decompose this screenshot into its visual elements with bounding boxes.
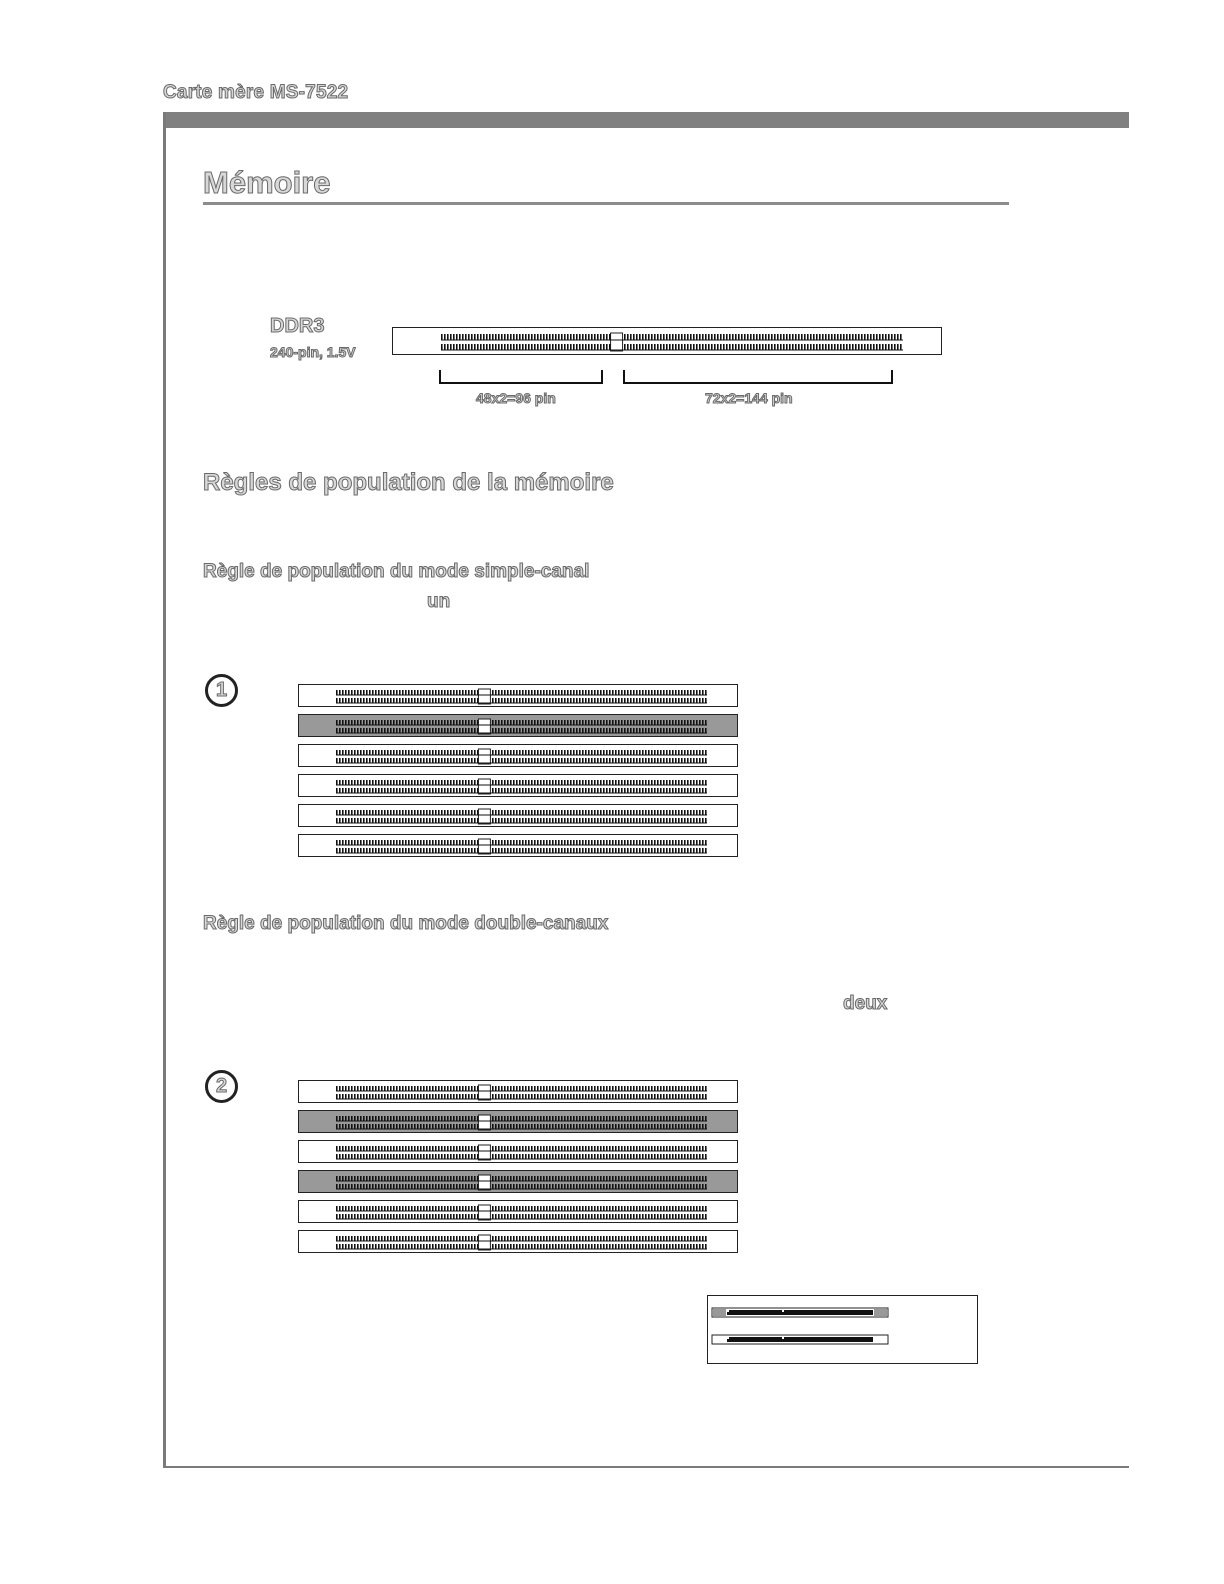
running-header: Carte mère MS-7522 (163, 82, 349, 103)
population-rules-title: Règles de population de la mémoire (203, 469, 614, 496)
slot-pins-graphic (299, 835, 739, 858)
legend-empty-symbol (712, 1335, 888, 1344)
dimm-slot-empty (298, 684, 738, 707)
dimm-slot-empty (298, 804, 738, 827)
slot-pins-graphic (299, 1201, 739, 1224)
ddr3-label: DDR3 (270, 315, 325, 337)
slot-pins-graphic (299, 1231, 739, 1254)
step-1-badge: 1 (205, 674, 238, 707)
slot-pins-graphic (299, 745, 739, 768)
title-underline (203, 202, 1009, 205)
step-2-badge: 2 (205, 1070, 238, 1103)
single-channel-emphasis: un (427, 591, 451, 612)
dimm-slot-installed (298, 714, 738, 737)
legend-installed-symbol (712, 1308, 888, 1317)
slot-pins-graphic (299, 775, 739, 798)
pin-bracket-left (439, 370, 603, 384)
slot-pins-graphic (299, 715, 739, 738)
pin-count-left: 48x2=96 pin (476, 390, 556, 406)
dimm-slot-installed (298, 1110, 738, 1133)
slot-pins-graphic (299, 1111, 739, 1134)
dimm-slot-empty (298, 834, 738, 857)
dimm-slot-empty (298, 774, 738, 797)
dimm-slot-empty (298, 1230, 738, 1253)
legend-graphic (708, 1296, 979, 1365)
section-title: Mémoire (203, 165, 331, 200)
left-margin-rule (163, 112, 166, 1468)
dimm-slot-installed (298, 1170, 738, 1193)
single-channel-title: Règle de population du mode simple-canal (203, 561, 590, 582)
dimm-slot-empty (298, 1140, 738, 1163)
pin-bracket-right (623, 370, 893, 384)
dimm-slot-empty (298, 1080, 738, 1103)
pin-count-right: 72x2=144 pin (705, 390, 793, 406)
dual-channel-emphasis: deux (843, 993, 888, 1014)
ddr3-spec: 240-pin, 1.5V (270, 344, 356, 360)
slot-pins-graphic (299, 1141, 739, 1164)
slot-pins-graphic (299, 685, 739, 708)
slot-pins-graphic (299, 1171, 739, 1194)
slot-pins-graphic (299, 805, 739, 828)
dimm-slot-empty (298, 1200, 738, 1223)
legend-box (707, 1295, 978, 1364)
bottom-rule (163, 1466, 1129, 1468)
dimm-slot-empty (298, 744, 738, 767)
ddr3-module-diagram (392, 327, 942, 355)
slot-pins-graphic (393, 328, 943, 356)
slot-pins-graphic (299, 1081, 739, 1104)
header-bar (163, 112, 1129, 128)
dual-channel-title: Règle de population du mode double-canaux (203, 913, 609, 934)
